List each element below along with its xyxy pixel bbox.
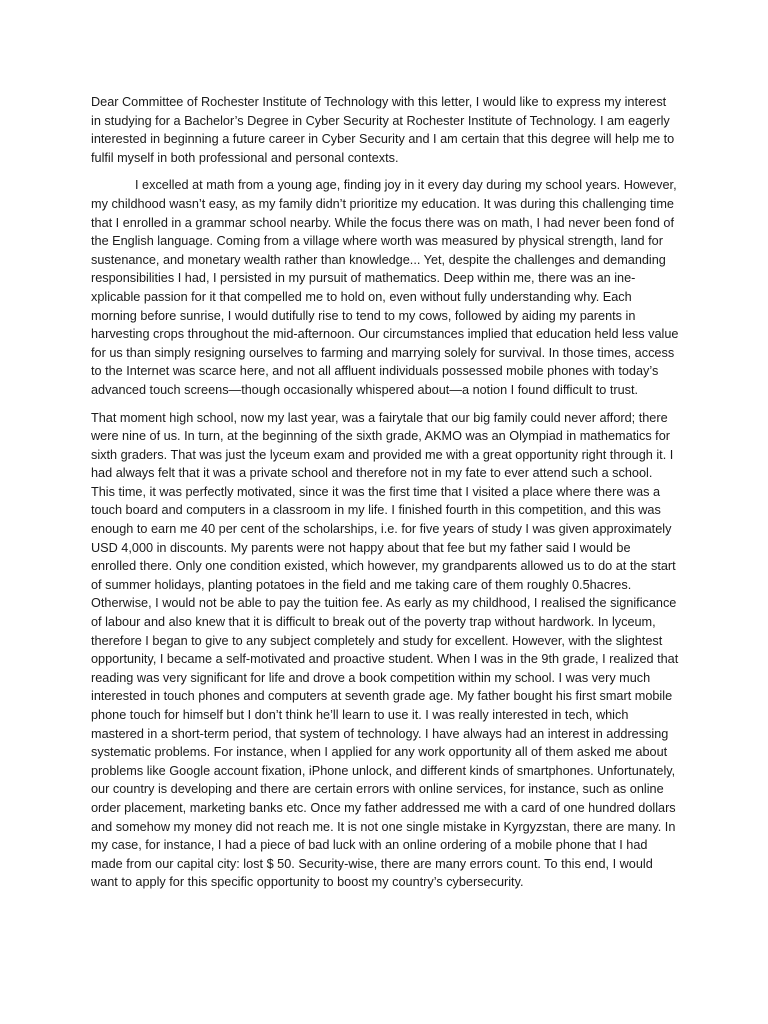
letter-paragraph-greeting: Dear Committee of Rochester Institute of Technology with this letter, I would like to express my interest in studying for a Bachelor’s Degree in Cyber Security at Rochester Institute of Technology. I am eagerly interested in beginning a future career in Cyber Security and I am certain that this degree will help me to fulfil myself in both professional and personal contexts. bbox=[91, 95, 675, 165]
letter-body bbox=[91, 93, 679, 892]
letter-paragraph-childhood: I excelled at math from a young age, finding joy in it every day during my school years. However, my childhood wasn’t easy, as my family didn’t prioritize my education. It was during this challenging time that I enrolled in a grammar school nearby. While the focus there was on math, I had never been fond of the English language. Coming from a village where worth was measured by physical strength, land for sustenance, and monetary wealth rather than knowledge... Yet, despite the challenges and demanding responsibilities I had, I persisted in my pursuit of mathematics. Deep within me, there was an ine-xplicable passion for it that compelled me to hold on, even without fully understanding why. Each morning before sunrise, I would dutifully rise to tend to my cows, followed by aiding my parents in harvesting crops throughout the mid-afternoon. Our circumstances implied that education held less value for us than simply resigning ourselves to farming and marrying solely for survival. In those times, access to the Internet was scarce here, and not all affluent individuals possessed mobile phones with today’s advanced touch screens—though occasionally whispered about—a notion I found difficult to trust. bbox=[91, 178, 679, 397]
letter-paragraph-high-school: That moment high school, now my last year, was a fairytale that our big family could never afford; there were nine of us. In turn, at the beginning of the sixth grade, AKMO was an Olympiad in mathematics for sixth graders. That was just the lyceum exam and provided me with a great opportunity right through it. I had always felt that it was a private school and therefore not in my fate to ever attend such a school. This time, it was perfectly motivated, since it was the first time that I visited a place where there was a touch board and computers in a classroom in my life. I finished fourth in this competition, and this was enough to earn me 40 per cent of the scholarships, i.e. for five years of study I was given approximately USD 4,000 in discounts. My parents were not happy about that fee but my father said I would be enrolled there. Only one condition existed, which however, my grandparents allowed us to do at the start of summer holidays, planting potatoes in the field and me taking care of them roughly 0.5hacres. Otherwise, I would not be able to pay the tuition fee. As early as my childhood, I realised the significance of labour and also knew that it is difficult to break out of the poverty trap without hardwork. In lyceum, therefore I began to give to any subject completely and study for excellent. However, with the slightest opportunity, I became a self-motivated and proactive student. When I was in the 9th grade, I realized that reading was very significant for life and drove a book competition within my school. I was very much interested in touch phones and computers at seventh grade age. My father bought his first smart mobile phone touch for himself but I don’t think he’ll learn to use it. I was really interested in tech, which mastered in a short-term period, that system of technology. I have always had an interest in addressing systematic problems. For instance, when I applied for any work opportunity all of them asked me about problems like Google account fixation, iPhone unlock, and different kinds of smartphones. Unfortunately, our country is developing and there are certain errors with online services, for instance, such as online order placement, marketing banks etc. Once my father addressed me with a card of one hundred dollars and somehow my money did not reach me. It is not one single mistake in Kyrgyzstan, there are many. In my case, for instance, I had a piece of bad luck with an online ordering of a mobile phone that I had made from our capital city: lost $ 50. Security-wise, there are many errors count. To this end, I would want to apply for this specific opportunity to boost my country’s cybersecurity. bbox=[91, 410, 679, 890]
